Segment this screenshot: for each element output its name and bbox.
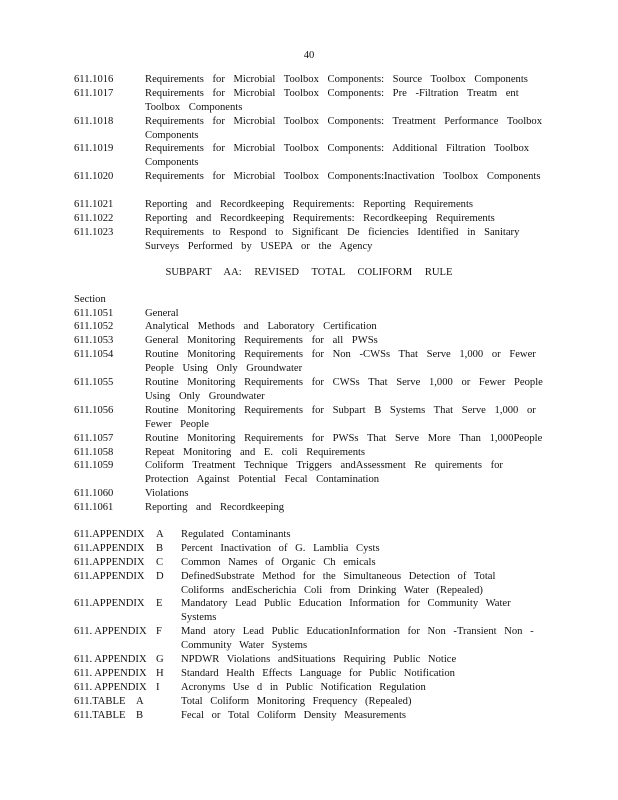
- section-number: 611.1059: [74, 460, 114, 471]
- section-title: Requirements for Microbial Toolbox Components: Pre -Filtration Treatm ent Toolbox Components: [145, 88, 519, 113]
- appendix-letter: D: [156, 571, 164, 582]
- appendix-number: 611.APPENDIX: [74, 543, 145, 554]
- section-number: 611.1055: [74, 377, 114, 388]
- section-number: 611.1054: [74, 349, 114, 360]
- section-title: Requirements for Microbial Toolbox Components: Source Toolbox Components: [145, 74, 528, 85]
- section-number: 611.1052: [74, 321, 114, 332]
- appendix-number: 611. APPENDIX: [74, 654, 147, 665]
- table-title: Fecal or Total Coliform Density Measurements: [181, 710, 407, 721]
- section-title: General: [145, 308, 179, 319]
- appendix-letter: E: [156, 598, 163, 609]
- appendix-number: 611.APPENDIX: [74, 571, 145, 582]
- section-title: Routine Monitoring Requirements for Non -CWSs That Serve 1,000 or Fewer People Using Only Groundwater: [145, 349, 536, 374]
- section-title: Routine Monitoring Requirements for Subpart B Systems That Serve 1,000 or Fewer People: [145, 405, 536, 430]
- table-letter: A: [136, 696, 144, 707]
- appendix-letter: A: [156, 529, 164, 540]
- section-title: Reporting and Recordkeeping Requirements: Recordkeeping Requirements: [145, 213, 495, 224]
- section-number: 611.1058: [74, 447, 114, 458]
- section-title: Requirements for Microbial Toolbox Components: Treatment Performance Toolbox Components: [145, 116, 543, 141]
- appendix-title: Acronyms Use d in Public Notification Regulation: [181, 682, 426, 693]
- appendix-letter: C: [156, 557, 164, 568]
- appendix-title: DefinedSubstrate Method for the Simultaneous Detection of Total Coliforms andEscherichia Coli from Drinking Water (Repealed): [181, 571, 496, 596]
- appendix-letter: F: [156, 626, 162, 637]
- section-number: 611.1016: [74, 74, 114, 85]
- appendix-title: Regulated Contaminants: [181, 529, 291, 540]
- section-number: 611.1061: [74, 502, 114, 513]
- section-number: 611.1053: [74, 335, 114, 346]
- section-number: 611.1022: [74, 213, 114, 224]
- section-number: 611.1021: [74, 199, 114, 210]
- appendix-number: 611.APPENDIX: [74, 598, 145, 609]
- section-number: 611.1018: [74, 116, 114, 127]
- section-title: Analytical Methods and Laboratory Certification: [145, 321, 377, 332]
- section-number: 611.1020: [74, 171, 114, 182]
- section-number: 611.1051: [74, 308, 114, 319]
- appendix-title: Mand atory Lead Public EducationInformation for Non -Transient Non - Community Water Systems: [181, 626, 534, 651]
- section-title: Routine Monitoring Requirements for PWSs That Serve More Than 1,000People: [145, 433, 543, 444]
- section-title: Routine Monitoring Requirements for CWSs That Serve 1,000 or Fewer People Using Only Groundwater: [145, 377, 543, 402]
- appendix-number: 611.APPENDIX: [74, 529, 145, 540]
- section-title: Requirements to Respond to Significant De ficiencies Identified in Sanitary Surveys Performed by USEPA or the Agency: [145, 227, 520, 252]
- subpart-heading: SUBPART AA: REVISED TOTAL COLIFORM RULE: [165, 267, 453, 278]
- section-title: Violations: [145, 488, 189, 499]
- section-title: Repeat Monitoring and E. coli Requirements: [145, 447, 366, 458]
- section-title: Requirements for Microbial Toolbox Components:Inactivation Toolbox Components: [145, 171, 541, 182]
- section-number: 611.1060: [74, 488, 114, 499]
- appendix-number: 611.APPENDIX: [74, 557, 145, 568]
- appendix-number: 611. APPENDIX: [74, 626, 147, 637]
- section-title: Reporting and Recordkeeping Requirements: Reporting Requirements: [145, 199, 474, 210]
- table-number: 611.TABLE: [74, 710, 126, 721]
- section-number: 611.1056: [74, 405, 114, 416]
- section-title: Reporting and Recordkeeping: [145, 502, 285, 513]
- appendix-letter: G: [156, 654, 164, 665]
- appendix-title: Mandatory Lead Public Education Information for Community Water Systems: [181, 598, 511, 623]
- table-number: 611.TABLE: [74, 696, 126, 707]
- appendix-letter: B: [156, 543, 164, 554]
- section-label: Section: [74, 294, 106, 305]
- appendix-letter: I: [156, 682, 160, 693]
- section-title: Requirements for Microbial Toolbox Components: Additional Filtration Toolbox Components: [145, 143, 530, 168]
- appendix-title: Common Names of Organic Ch emicals: [181, 557, 376, 568]
- appendix-title: Standard Health Effects Language for Public Notification: [181, 668, 455, 679]
- appendix-title: NPDWR Violations andSituations Requiring Public Notice: [181, 654, 457, 665]
- appendix-number: 611. APPENDIX: [74, 668, 147, 679]
- section-number: 611.1017: [74, 88, 114, 99]
- section-number: 611.1057: [74, 433, 114, 444]
- table-letter: B: [136, 710, 144, 721]
- section-number: 611.1019: [74, 143, 114, 154]
- appendix-number: 611. APPENDIX: [74, 682, 147, 693]
- section-number: 611.1023: [74, 227, 114, 238]
- table-title: Total Coliform Monitoring Frequency (Repealed): [181, 696, 412, 707]
- appendix-title: Percent Inactivation of G. Lamblia Cysts: [181, 543, 380, 554]
- appendix-letter: H: [156, 668, 164, 679]
- page-number: 40: [303, 50, 315, 61]
- section-title: Coliform Treatment Technique Triggers andAssessment Re quirements for Protection Against Potential Fecal Contamination: [145, 460, 503, 485]
- section-title: General Monitoring Requirements for all PWSs: [145, 335, 378, 346]
